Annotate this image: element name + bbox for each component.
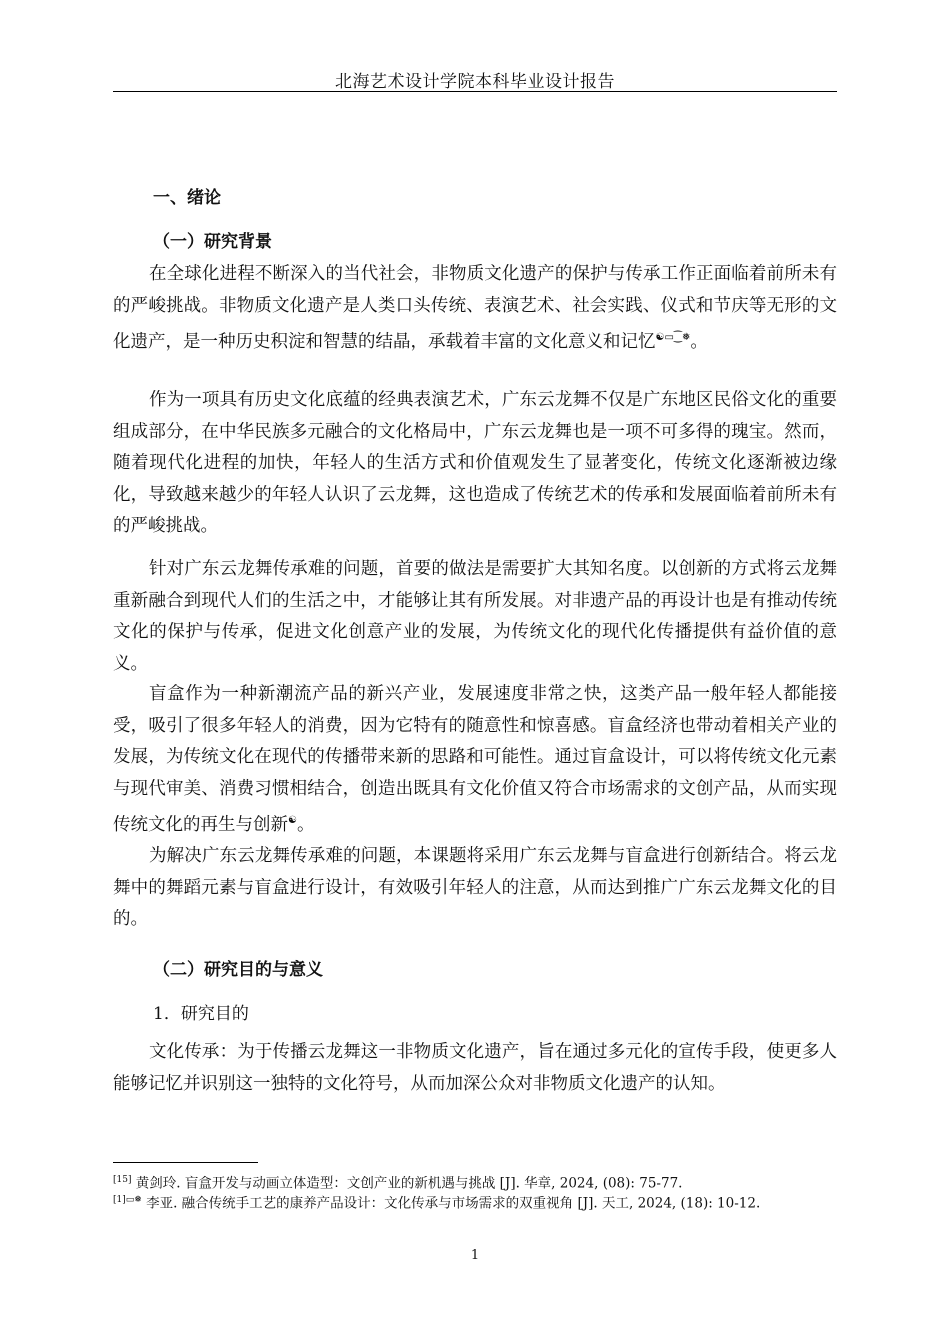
footnote-divider bbox=[113, 1162, 258, 1163]
footnote-mark: [1]▭❅ bbox=[113, 1195, 142, 1205]
subsection-heading-purpose: （二）研究目的与意义 bbox=[153, 960, 323, 980]
section-heading: 一、绪论 bbox=[153, 188, 221, 208]
citation-mark: ☯▭⁐❅ bbox=[655, 332, 691, 343]
paragraph-5: 为解决广东云龙舞传承难的问题，本课题将采用广东云龙舞与盲盒进行创新结合。将云龙舞中的舞蹈元素与盲盒进行设计，有效吸引年轻人的注意，从而达到推广广东云龙舞文化的目的。 bbox=[113, 846, 837, 929]
citation-mark: ☯ bbox=[288, 815, 297, 826]
numbered-heading: 1．研究目的 bbox=[153, 1004, 249, 1024]
subsection-heading-background: （一）研究背景 bbox=[153, 232, 272, 252]
footnote-2: $^{[1]▭❅}$ 李亚. 融合传统手工艺的康养产品设计：文化传承与市场需求的双重视角 [J]. 天工, 2024, (18): 10-12. bbox=[113, 1195, 761, 1212]
paragraph-2: 作为一项具有历史文化底蕴的经典表演艺术，广东云龙舞不仅是广东地区民俗文化的重要组成部分，在中华民族多元融合的文化格局中，广东云龙舞也是一项不可多得的瑰宝。然而，随着现代化进程的加快，年轻人的生活方式和价值观发生了显著变化，传统文化逐渐被边缘化，导致越来越少的年轻人认识了云龙舞，这也造成了传统艺术的传承和发展面临着前所未有的严峻挑战。 bbox=[113, 390, 837, 536]
footnote-1: [15] 黄剑玲. 盲盒开发与动画立体造型：文创产业的新机遇与挑战 [J]. 华章, 2024, (08): 75-77. bbox=[113, 1175, 683, 1192]
page-number: 1 bbox=[470, 1248, 480, 1263]
footnote-mark: [15] bbox=[113, 1175, 132, 1185]
page-header-title: 北海艺术设计学院本科毕业设计报告 bbox=[335, 72, 615, 92]
paragraph-purpose: 文化传承：为于传播云龙舞这一非物质文化遗产，旨在通过多元化的宣传手段，使更多人能够记忆并识别这一独特的文化符号，从而加深公众对非物质文化遗产的认知。 bbox=[113, 1042, 837, 1094]
paragraph-3: 针对广东云龙舞传承难的问题，首要的做法是需要扩大其知名度。以创新的方式将云龙舞重新融合到现代人们的生活之中，才能够让其有所发展。对非遗产品的再设计也是有推动传统文化的保护与传承，促进文化创意产业的发展，为传统文化的现代化传播提供有益价值的意义。 bbox=[113, 559, 837, 674]
paragraph-1: 在全球化进程不断深入的当代社会，非物质文化遗产的保护与传承工作正面临着前所未有的严峻挑战。非物质文化遗产是人类口头传统、表演艺术、社会实践、仪式和节庆等无形的文化遗产，是一种历史积淀和智慧的结晶，承载着丰富的文化意义和记忆☯▭⁐❅。 bbox=[113, 264, 837, 352]
header-divider bbox=[113, 91, 837, 92]
paragraph-4: 盲盒作为一种新潮流产品的新兴产业，发展速度非常之快，这类产品一般年轻人都能接受，吸引了很多年轻人的消费，因为它特有的随意性和惊喜感。盲盒经济也带动着相关产业的发展，为传统文化在现代的传播带来新的思路和可能性。通过盲盒设计，可以将传统文化元素与现代审美、消费习惯相结合，创造出既具有文化价值又符合市场需求的文创产品，从而实现传统文化的再生与创新☯。 bbox=[113, 684, 837, 835]
